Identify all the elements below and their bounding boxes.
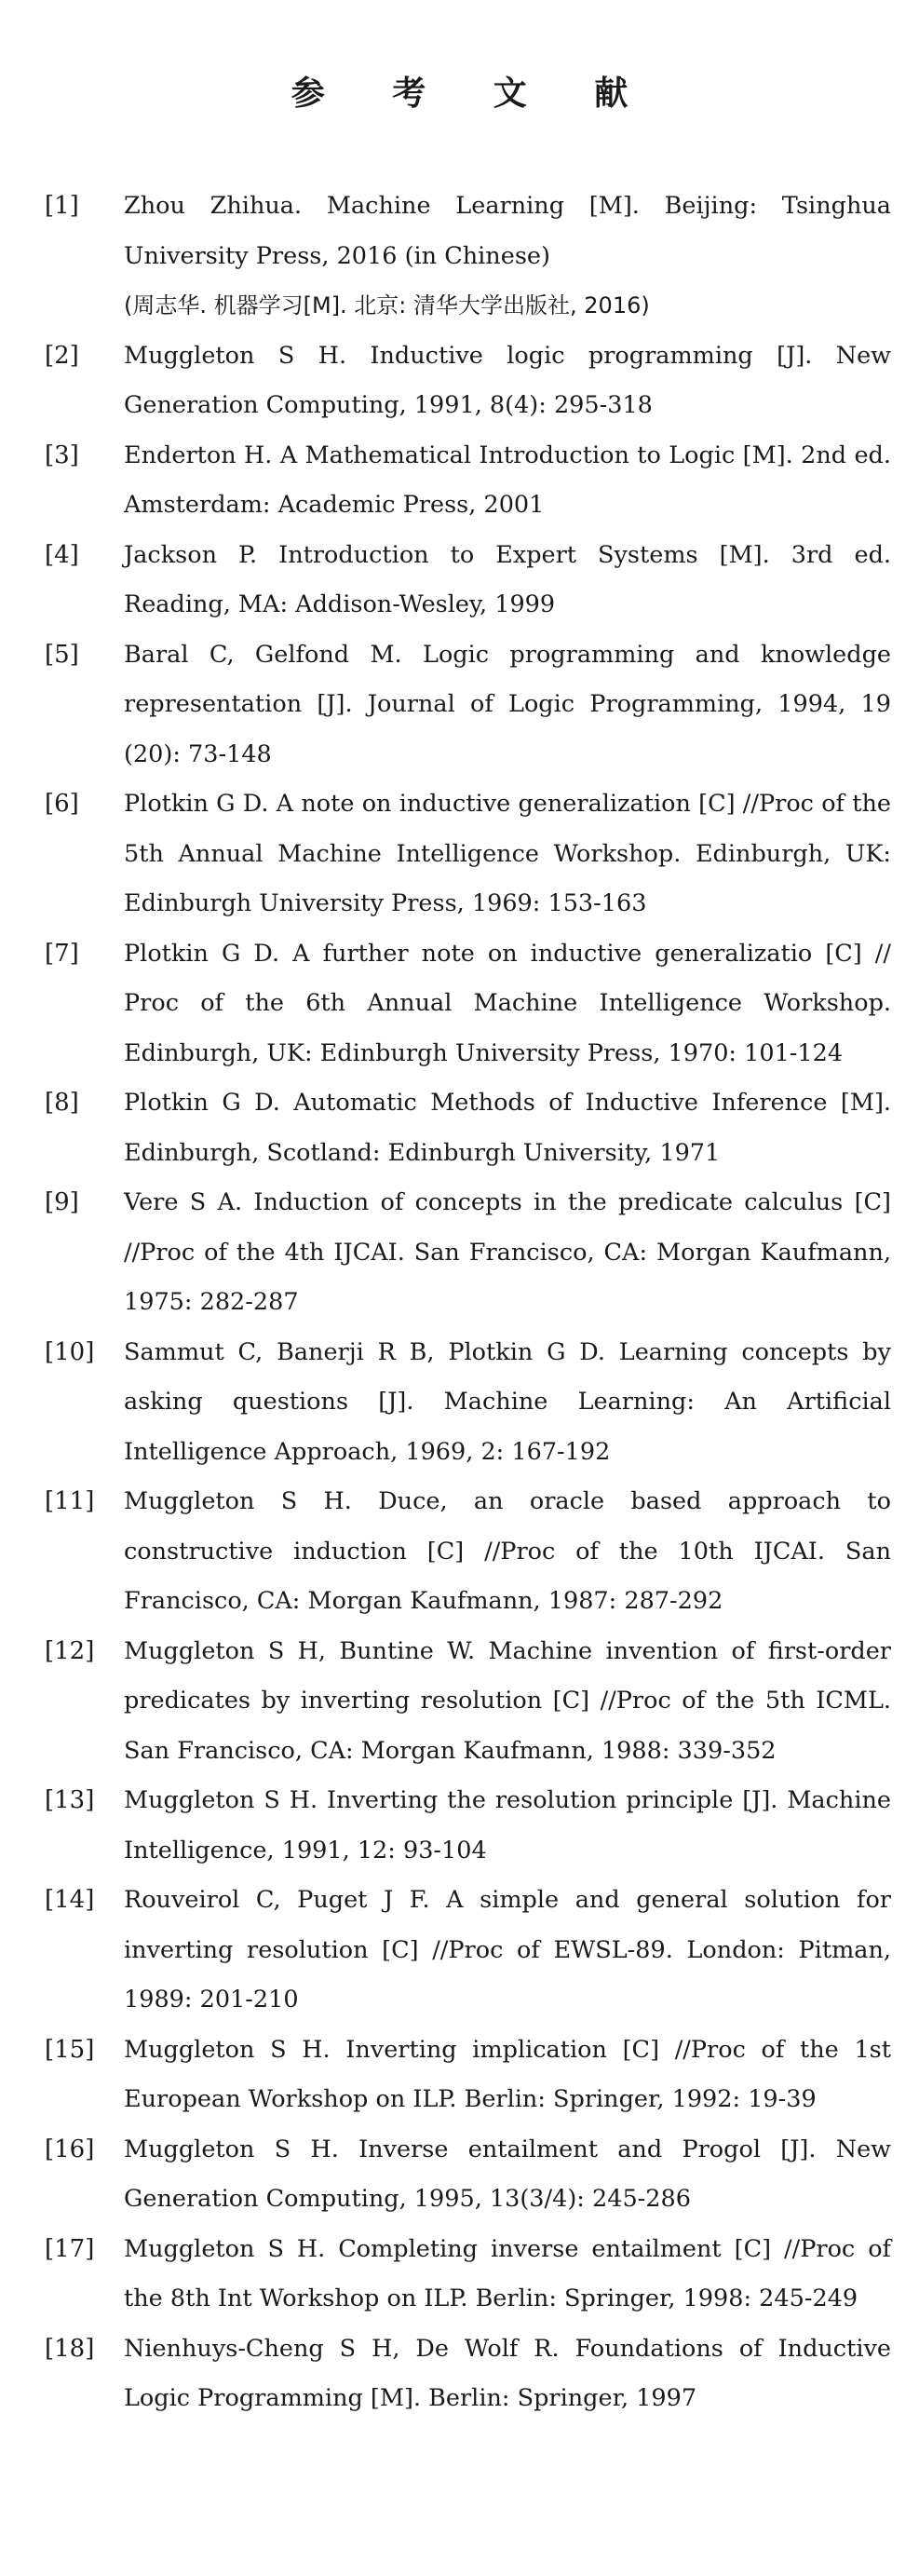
reference-number: [8] <box>45 1089 79 1117</box>
reference-text: Muggleton S H. Duce, an oracle based approach to constructive induction [C] //Proc of the 10th IJCAI. San Francisco, CA: Morgan Kaufmann, 1987: 287-292 <box>124 1487 891 1615</box>
reference-item <box>0 1876 919 2026</box>
reference-number: [7] <box>45 939 79 968</box>
reference-number: [9] <box>45 1188 79 1216</box>
reference-text: Nienhuys-Cheng S H, De Wolf R. Foundations of Inductive Logic Programming [M]. Berlin: Springer, 1997 <box>124 2334 891 2412</box>
reference-item <box>0 2125 919 2225</box>
reference-text <box>124 182 891 332</box>
reference-item <box>0 1627 919 1777</box>
reference-number: [10] <box>45 1337 95 1366</box>
reference-number: [13] <box>45 1786 95 1814</box>
reference-number: [14] <box>45 1886 95 1914</box>
reference-number: [4] <box>45 540 79 569</box>
reference-text: Vere S A. Induction of concepts in the predicate calculus [C] //Proc of the 4th IJCAI. San Francisco, CA: Morgan Kaufmann, 1975: 282-287 <box>124 1188 891 1316</box>
reference-item <box>0 1477 919 1627</box>
reference-citation: Zhou Zhihua. Machine Learning [M]. Beijing: Tsinghua University Press, 2016 (in Chinese) <box>124 192 891 270</box>
reference-text: Muggleton S H. Inverting implication [C] //Proc of the 1st European Workshop on ILP. Berlin: Springer, 1992: 19-39 <box>124 2035 891 2113</box>
reference-item <box>0 630 919 780</box>
reference-item <box>0 182 919 332</box>
reference-item <box>0 1178 919 1328</box>
reference-chinese-citation: (周志华. 机器学习[M]. 北京: 清华大学出版社, 2016) <box>124 292 650 319</box>
reference-text: Muggleton S H. Completing inverse entailment [C] //Proc of the 8th Int Workshop on ILP. Berlin: Springer, 1998: 245-249 <box>124 2234 891 2312</box>
reference-number: [11] <box>45 1487 95 1515</box>
reference-item <box>0 332 919 431</box>
reference-number: [15] <box>45 2035 95 2064</box>
reference-number: [12] <box>45 1636 95 1665</box>
reference-text: Plotkin G D. Automatic Methods of Inductive Inference [M]. Edinburgh, Scotland: Edinburgh University, 1971 <box>124 1089 891 1167</box>
reference-text: Rouveirol C, Puget J F. A simple and general solution for inverting resolution [C] //Proc of EWSL-89. London: Pitman, 1989: 201-210 <box>124 1886 891 2013</box>
reference-text: Plotkin G D. A further note on inductive generalizatio [C] // Proc of the 6th Annual Machine Intelligence Workshop. Edinburgh, UK: Edinburgh University Press, 1970: 101-124 <box>124 939 891 1067</box>
reference-item <box>0 780 919 929</box>
reference-text: Muggleton S H. Inductive logic programming [J]. New Generation Computing, 1991, 8(4): 295-318 <box>124 341 891 419</box>
reference-text: Sammut C, Banerji R B, Plotkin G D. Learning concepts by asking questions [J]. Machine Learning: An Artificial Intelligence Approach, 1969, 2: 167-192 <box>124 1337 891 1466</box>
reference-item <box>0 2026 919 2125</box>
reference-number: [18] <box>45 2334 95 2363</box>
reference-item <box>0 1328 919 1478</box>
reference-text: Muggleton S H. Inverse entailment and Progol [J]. New Generation Computing, 1995, 13(3/4): 245-286 <box>124 2135 891 2213</box>
reference-number: [1] <box>45 192 79 220</box>
reference-number: [3] <box>45 441 79 469</box>
reference-number: [6] <box>45 790 79 818</box>
reference-item <box>0 1078 919 1178</box>
reference-text: Enderton H. A Mathematical Introduction to Logic [M]. 2nd ed. Amsterdam: Academic Press, 2001 <box>124 441 891 519</box>
reference-text: Plotkin G D. A note on inductive generalization [C] //Proc of the 5th Annual Machine Intelligence Workshop. Edinburgh, UK: Edinburgh University Press, 1969: 153-163 <box>124 790 891 917</box>
reference-item <box>0 531 919 630</box>
reference-text: Jackson P. Introduction to Expert Systems [M]. 3rd ed. Reading, MA: Addison-Wesley, 1999 <box>124 540 891 618</box>
reference-number: [16] <box>45 2135 95 2163</box>
reference-text: Baral C, Gelfond M. Logic programming and knowledge representation [J]. Journal of Logic Programming, 1994, 19 (20): 73-148 <box>124 640 891 768</box>
page-title: 参 考 文 献 <box>291 75 656 113</box>
reference-text: Muggleton S H, Buntine W. Machine invention of first-order predicates by inverting resolution [C] //Proc of the 5th ICML. San Francisco, CA: Morgan Kaufmann, 1988: 339-352 <box>124 1636 891 1765</box>
reference-number: [2] <box>45 341 79 370</box>
reference-item <box>0 1776 919 1876</box>
reference-text: Muggleton S H. Inverting the resolution principle [J]. Machine Intelligence, 1991, 12: 93-104 <box>124 1786 891 1864</box>
reference-item <box>0 2225 919 2325</box>
reference-item <box>0 431 919 531</box>
reference-number: [17] <box>45 2234 95 2263</box>
reference-number: [5] <box>45 640 79 669</box>
reference-item <box>0 929 919 1079</box>
reference-list <box>0 182 919 2424</box>
reference-item <box>0 2325 919 2424</box>
